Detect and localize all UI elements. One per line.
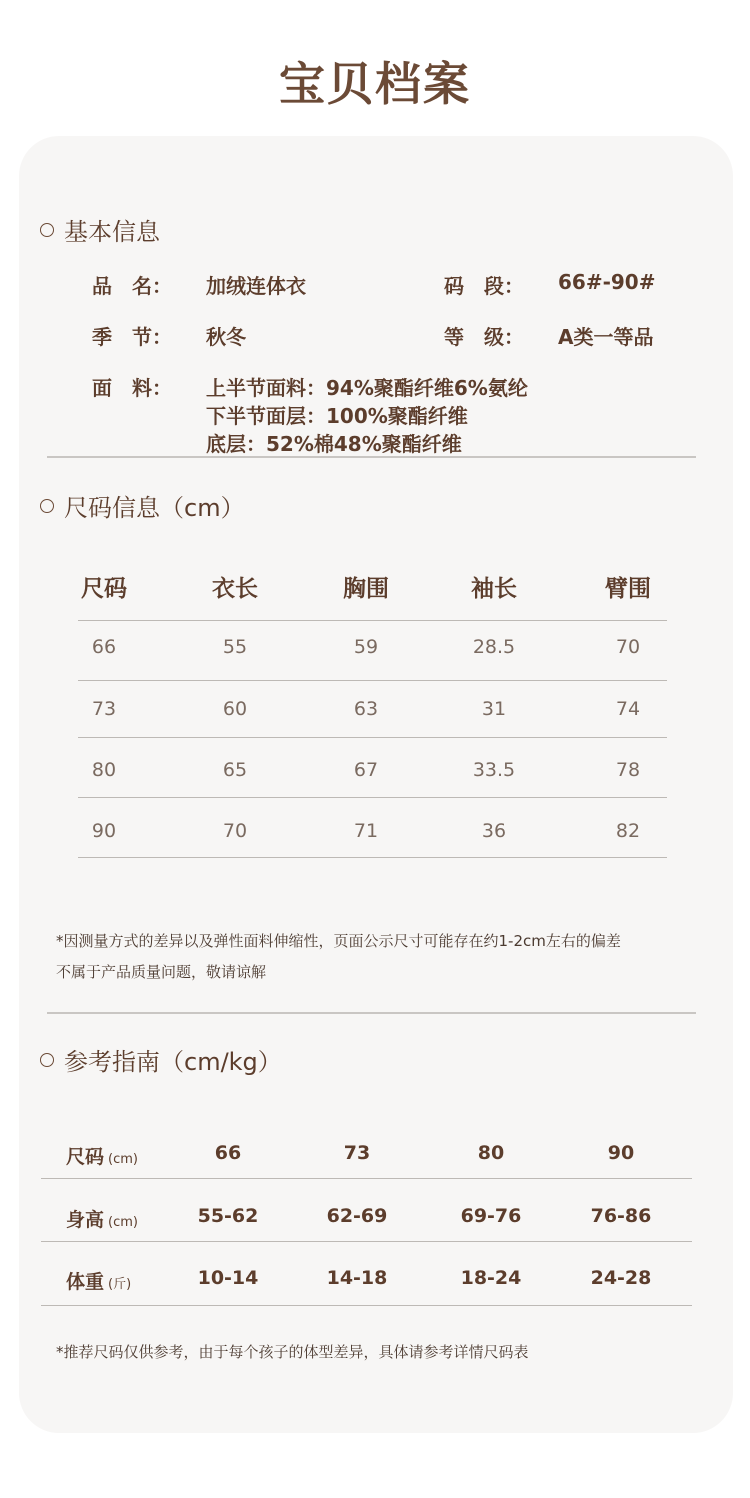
size-note-line: 不属于产品质量问题，敬请谅解 — [56, 963, 267, 981]
guide-row-label-text: 体重 — [66, 1271, 105, 1293]
size-note — [56, 926, 696, 988]
table-rule — [41, 1241, 692, 1242]
table-rule — [78, 680, 667, 681]
guide-cell: 76-86 — [590, 1205, 652, 1227]
guide-note: *推荐尺码仅供参考，由于每个孩子的体型差异，具体请参考详情尺码表 — [56, 1343, 529, 1361]
table-rule — [41, 1178, 692, 1179]
table-cell: 80 — [91, 759, 117, 781]
table-rule — [78, 797, 667, 798]
guide-row-unit: (cm) — [108, 1152, 138, 1167]
circle-bullet-icon — [40, 499, 54, 513]
table-cell: 33.5 — [472, 759, 516, 781]
guide-row-unit: (cm) — [108, 1215, 138, 1230]
grade-value: A类一等品 — [558, 325, 654, 349]
guide-cell: 18-24 — [460, 1267, 522, 1289]
guide-cell: 24-28 — [590, 1267, 652, 1289]
table-rule — [78, 737, 667, 738]
fabric-line: 下半节面层：100%聚酯纤维 — [206, 404, 468, 428]
table-cell: 78 — [615, 759, 641, 781]
guide-cell: 62-69 — [326, 1205, 388, 1227]
section-basic-info — [40, 212, 160, 247]
table-header: 臂围 — [605, 576, 651, 602]
guide-row-label — [66, 1267, 131, 1294]
table-header: 衣长 — [212, 576, 258, 602]
size-note-line: *因测量方式的差异以及弹性面料伸缩性，页面公示尺寸可能存在约1-2cm左右的偏差 — [56, 932, 621, 950]
table-cell: 67 — [353, 759, 379, 781]
table-cell: 73 — [91, 698, 117, 720]
table-cell: 82 — [615, 820, 641, 842]
page-title: 宝贝档案 — [279, 57, 471, 111]
name-label: 品 名： — [92, 274, 172, 298]
table-rule — [41, 1305, 692, 1306]
table-cell: 66 — [91, 636, 117, 658]
fabric-line: 底层：52%棉48%聚酯纤维 — [206, 432, 462, 456]
table-cell: 74 — [615, 698, 641, 720]
table-cell: 70 — [222, 820, 248, 842]
table-cell: 63 — [353, 698, 379, 720]
section-basic-title: 基本信息 — [64, 218, 160, 246]
guide-cell: 10-14 — [197, 1267, 259, 1289]
section-size-title: 尺码信息（cm） — [64, 494, 245, 522]
guide-cell: 69-76 — [460, 1205, 522, 1227]
fabric-label: 面 料： — [92, 376, 172, 400]
table-cell: 55 — [222, 636, 248, 658]
guide-cell: 66 — [214, 1142, 242, 1164]
table-cell: 90 — [91, 820, 117, 842]
table-cell: 71 — [353, 820, 379, 842]
guide-row-unit: (斤) — [108, 1277, 132, 1292]
guide-cell: 55-62 — [197, 1205, 259, 1227]
table-header: 袖长 — [471, 576, 517, 602]
section-guide — [40, 1042, 282, 1077]
guide-cell: 73 — [343, 1142, 371, 1164]
table-cell: 59 — [353, 636, 379, 658]
table-cell: 70 — [615, 636, 641, 658]
section-size-info — [40, 488, 245, 523]
guide-row-label — [66, 1142, 138, 1169]
name-value: 加绒连体衣 — [206, 274, 306, 298]
size-range-value: 66#-90# — [558, 270, 656, 294]
section-guide-title: 参考指南（cm/kg） — [64, 1048, 282, 1076]
size-range-label: 码 段： — [444, 274, 524, 298]
circle-bullet-icon — [40, 223, 54, 237]
table-cell: 31 — [481, 698, 507, 720]
guide-cell: 80 — [477, 1142, 505, 1164]
section-divider — [47, 456, 696, 458]
guide-row-label-text: 身高 — [66, 1209, 105, 1231]
table-header: 胸围 — [343, 576, 389, 602]
table-rule — [78, 857, 667, 858]
guide-cell: 90 — [607, 1142, 635, 1164]
table-rule — [78, 620, 667, 621]
circle-bullet-icon — [40, 1053, 54, 1067]
table-cell: 36 — [481, 820, 507, 842]
table-header: 尺码 — [81, 576, 127, 602]
table-cell: 60 — [222, 698, 248, 720]
table-cell: 28.5 — [472, 636, 516, 658]
table-cell: 65 — [222, 759, 248, 781]
season-value: 秋冬 — [206, 325, 246, 349]
section-divider — [47, 1012, 696, 1014]
grade-label: 等 级： — [444, 325, 524, 349]
fabric-line: 上半节面料：94%聚酯纤维6%氨纶 — [206, 376, 528, 400]
guide-cell: 14-18 — [326, 1267, 388, 1289]
guide-row-label — [66, 1205, 138, 1232]
guide-row-label-text: 尺码 — [66, 1146, 105, 1168]
season-label: 季 节： — [92, 325, 172, 349]
